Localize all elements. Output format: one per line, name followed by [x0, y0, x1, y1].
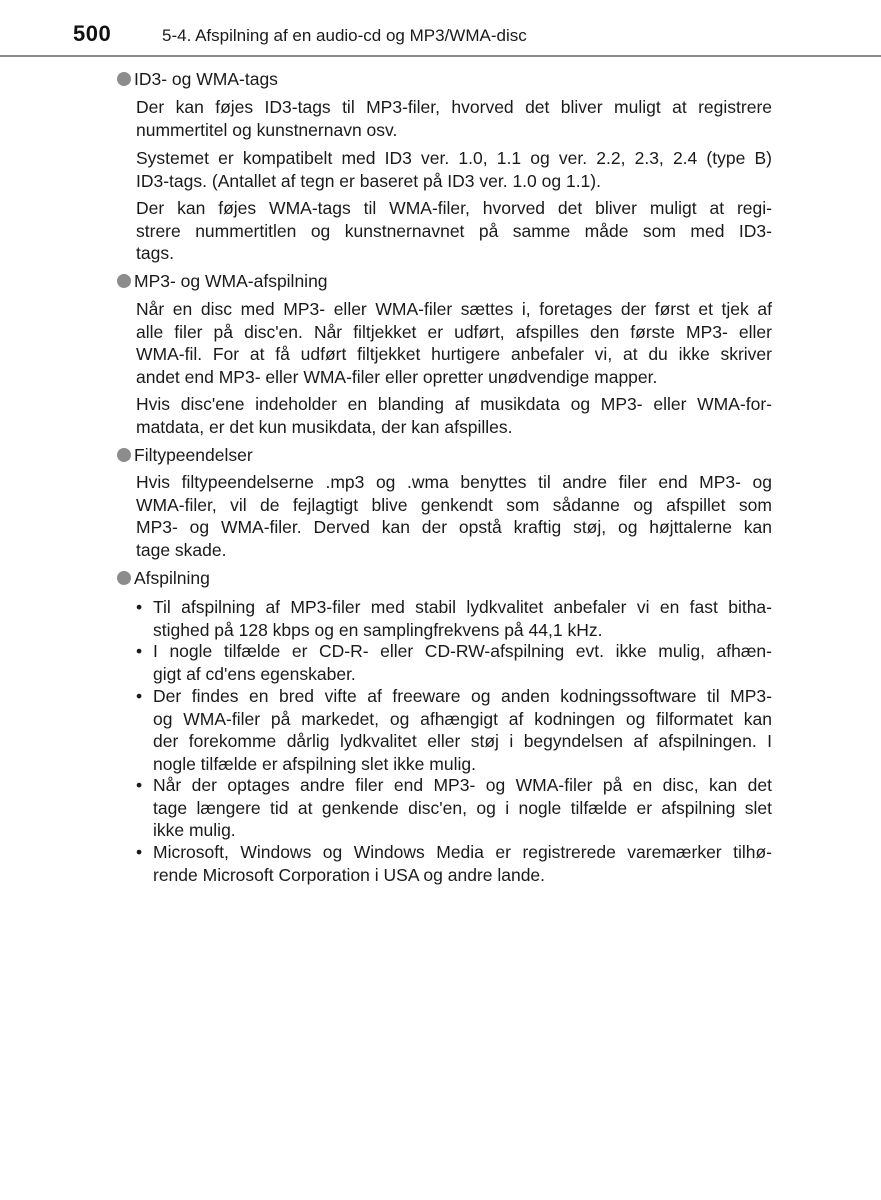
text-line: nummertitel og kunstnernavn osv. — [136, 119, 398, 140]
paragraph — [136, 96, 772, 141]
text-line: rende Microsoft Corporation i USA og andre lande. — [153, 864, 546, 885]
text-line: ikke mulig. — [153, 820, 236, 840]
text-line: Microsoft, Windows og Windows Media er registrerede varemærker tilhø- — [153, 842, 772, 862]
paragraph — [136, 147, 772, 192]
text-line: Til afspilning af MP3-filer med stabil lydkvalitet anbefaler vi en fast bitha- — [153, 597, 772, 617]
text-line: og WMA-filer på markedet, og afhængigt af kodningen og filformatet kan — [153, 708, 772, 729]
paragraph — [136, 298, 772, 388]
text-line: Der kan føjes WMA-tags til WMA-filer, hvorved det bliver muligt at regi- — [136, 198, 772, 218]
heading-text: ID3- og WMA-tags — [134, 69, 278, 89]
text-line: nogle tilfælde er afspilning slet ikke mulig. — [153, 753, 476, 774]
page-number: 500 — [73, 21, 112, 46]
text-line: gigt af cd'ens egenskaber. — [153, 663, 356, 684]
heading-text: Afspilning — [134, 568, 210, 588]
list-bullet: • — [136, 842, 143, 862]
text-line: tage længere tid at genkende disc'en, og i nogle tilfælde er afspilning slet — [153, 797, 772, 818]
paragraph — [136, 471, 772, 561]
text-line: andet end MP3- eller WMA-filer eller opretter unødvendige mapper. — [136, 366, 658, 387]
section-heading-filtypeendelser — [117, 444, 253, 466]
text-line: Der findes en bred vifte af freeware og anden kodningssoftware til MP3- — [153, 686, 772, 706]
section-heading-id3-wma-tags — [117, 68, 278, 90]
bullet-dot-icon — [117, 448, 131, 462]
paragraph — [136, 197, 772, 265]
text-line: matdata, er det kun musikdata, der kan afspilles. — [136, 416, 513, 437]
text-line: ID3-tags. (Antallet af tegn er baseret på ID3 ver. 1.0 og 1.1). — [136, 170, 601, 191]
heading-text: MP3- og WMA-afspilning — [134, 271, 328, 291]
bullet-dot-icon — [117, 274, 131, 288]
list-bullet: • — [136, 775, 143, 795]
text-line: Når der optages andre filer end MP3- og WMA-filer på en disc, kan det — [153, 775, 772, 795]
list-bullet: • — [136, 686, 143, 706]
text-line: tags. — [136, 243, 174, 263]
list-bullet: • — [136, 641, 143, 661]
paragraph — [136, 393, 772, 438]
section-heading-afspilning — [117, 567, 210, 589]
text-line: Hvis disc'ene indeholder en blanding af musikdata og MP3- eller WMA-for- — [136, 394, 772, 414]
text-line: alle filer på disc'en. Når filtjekket er udført, afspilles den første MP3- eller — [136, 321, 772, 342]
text-line: Hvis filtypeendelserne .mp3 og .wma benyttes til andre filer end MP3- og — [136, 472, 772, 492]
text-line: I nogle tilfælde er CD-R- eller CD-RW-afspilning evt. ikke mulig, afhæn- — [153, 641, 772, 661]
text-line: tage skade. — [136, 539, 227, 560]
text-line: stighed på 128 kbps og en samplingfrekvens på 44,1 kHz. — [153, 619, 603, 640]
text-line: Systemet er kompatibelt med ID3 ver. 1.0, 1.1 og ver. 2.2, 2.3, 2.4 (type B) — [136, 148, 772, 168]
text-line: Der kan føjes ID3-tags til MP3-filer, hvorved det bliver muligt at registrere — [136, 97, 772, 117]
heading-text: Filtypeendelser — [134, 445, 253, 465]
list-bullet: • — [136, 597, 143, 617]
text-line: strere nummertitlen og kunstnernavnet på samme måde som med ID3- — [136, 220, 772, 241]
text-line: WMA-filer, vil de fejlagtigt blive genkendt som sådanne og afspillet som — [136, 494, 772, 515]
section-heading-mp3-wma-afspilning — [117, 270, 328, 292]
text-line: WMA-fil. For at få udført filtjekket hurtigere anbefaler vi, at du ikke skriver — [136, 344, 772, 364]
page-header — [0, 0, 881, 60]
text-line: der forekomme dårlig lydkvalitet eller støj i begyndelsen af afspilningen. I — [153, 731, 772, 751]
section-title: 5-4. Afspilning af en audio-cd og MP3/WMA-disc — [162, 26, 527, 45]
text-line: MP3- og WMA-filer. Derved kan der opstå kraftig støj, og højttalerne kan — [136, 517, 772, 537]
bullet-dot-icon — [117, 72, 131, 86]
bullet-dot-icon — [117, 571, 131, 585]
text-line: Når en disc med MP3- eller WMA-filer sættes i, foretages der først et tjek af — [136, 299, 772, 319]
header-divider — [0, 55, 881, 57]
